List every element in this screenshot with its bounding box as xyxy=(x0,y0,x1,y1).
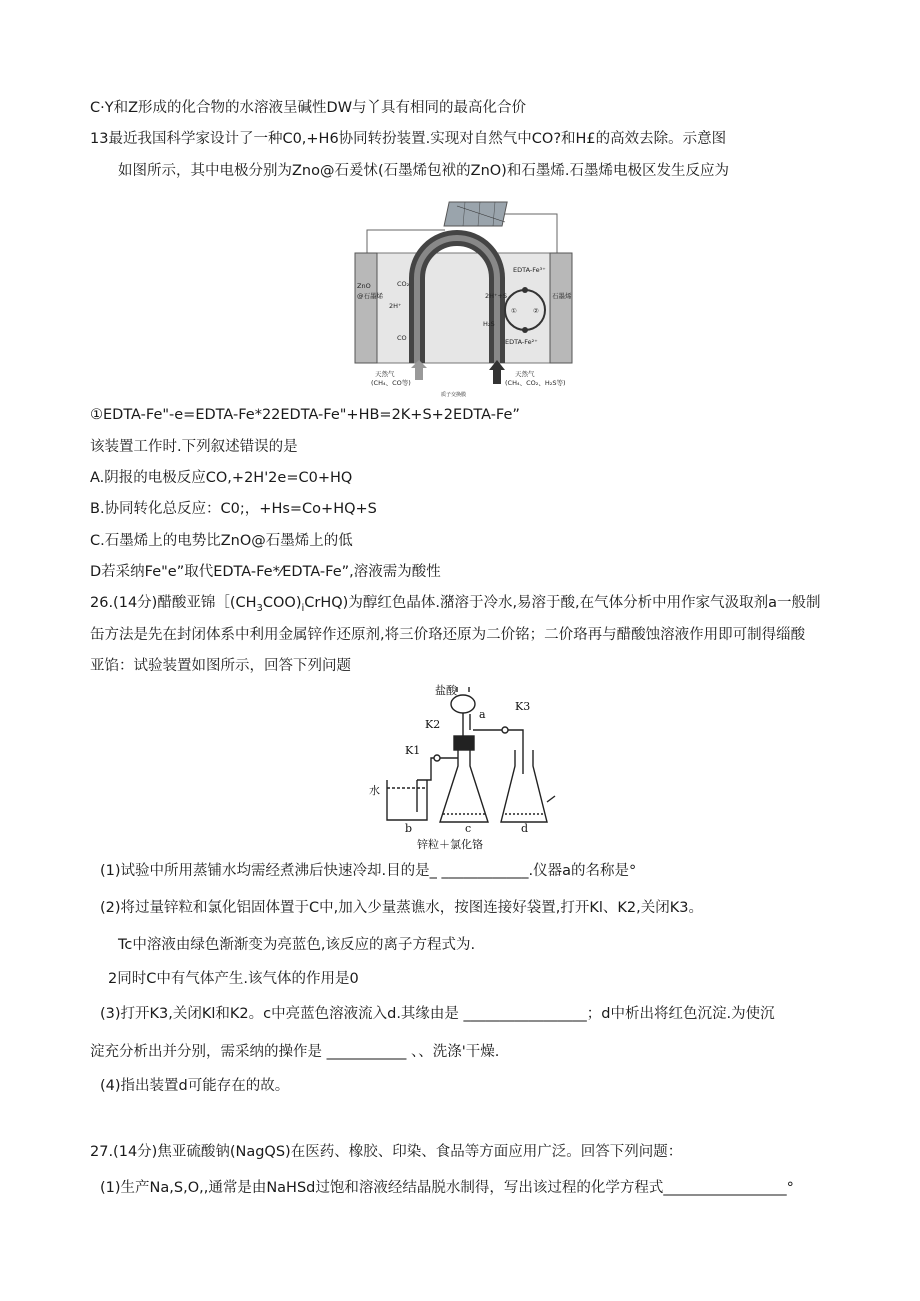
line-11: 缶方法是先在封闭体系中利用金属锌作还原剂,将三价珞还原为二价铭；二价珞再与醋酸蚀溶液作用即可制得缁酸 xyxy=(90,627,806,643)
gas-arrow-left xyxy=(415,366,423,380)
label-k1: K1 xyxy=(405,744,421,757)
label-d: d xyxy=(521,822,529,835)
gas-right: 天然气 xyxy=(515,370,535,378)
cycle-1: ① xyxy=(511,307,517,315)
membrane-label: 质子交换膜 xyxy=(441,392,467,398)
line-2: 13最近我国科学家设计了一种C0,+H6协同转扮装置.实现对自然气中CO?和H£的高效去除。示意图 xyxy=(90,131,727,147)
flask-d xyxy=(501,750,547,822)
zno-electrode xyxy=(355,253,377,363)
edta3-label: EDTA-Fe³⁺ xyxy=(513,266,546,274)
line-8: C.石墨烯上的电势比ZnO@石墨烯上的低 xyxy=(90,533,353,549)
line-17: (3)打开K3,关闭Kl和K2。c中亮蓝色溶液流入d.其缘由是 _________________；d中析出将红色沉淀.为使沉 xyxy=(100,1006,775,1022)
co-label: CO xyxy=(397,334,407,342)
gas-right-2: (CH₄、CO₂、H₂S等) xyxy=(505,379,566,387)
graphene-label: 石墨烯 xyxy=(552,292,572,300)
label-caption: 锌粒＋氯化铬 xyxy=(417,838,483,851)
hplus-left: 2H⁺ xyxy=(389,302,402,310)
zno-sub: @石墨烯 xyxy=(357,292,383,300)
q26-part-e: CrHQ)为醇红色晶体.潴溶于冷水,易溶于酸,在气体分析中用作家气汲取剂a一般制 xyxy=(304,595,821,611)
flask-c xyxy=(440,750,488,822)
line-19: (4)指出装置d可能存在的故。 xyxy=(100,1078,290,1094)
graphene-electrode xyxy=(550,253,572,363)
zno-label: ZnO xyxy=(357,282,371,290)
line-3: 如图所示，其中电极分别为Zno@石爰怵(石墨烯包袱的ZnO)和石墨烯.石墨烯电极区发生反应为 xyxy=(118,163,729,179)
q26-part-a: 26.(14分)醋酸亚锦［(CH xyxy=(90,595,257,611)
line-21: (1)生产Na,S,O,,通常是由NaHSd过饱和溶液经结晶脱水制得，写出该过程的化学方程式_________________° xyxy=(100,1180,794,1196)
label-a: a xyxy=(479,708,486,721)
figure-apparatus xyxy=(365,684,565,852)
stopper xyxy=(454,736,474,750)
hplus-right: 2H⁺+S xyxy=(485,292,508,300)
dropping-funnel xyxy=(451,695,475,713)
line-1: C·Y和Z形成的化合物的水溶液呈碱性DW与丫具有相同的最高化合价 xyxy=(90,100,527,116)
gas-left-2: (CH₄、CO等) xyxy=(371,379,411,387)
solar-panel xyxy=(444,202,507,226)
line-16: 2同时C中有气体产生.该气体的作用是0 xyxy=(108,971,359,987)
figure-co2-h2s-device xyxy=(345,198,585,398)
label-water: 水 xyxy=(369,784,380,797)
beaker-b xyxy=(387,780,427,820)
h2s-label: H₂S xyxy=(483,320,495,328)
gas-left: 天然气 xyxy=(375,370,395,378)
line-15: Tc中溶液由绿色渐渐变为亮蓝色,该反应的离子方程式为. xyxy=(118,937,476,953)
q26-part-c: COO) xyxy=(262,595,302,611)
label-acid: 盐酸 xyxy=(435,684,457,697)
line-20: 27.(14分)焦亚硫酸钠(NagQS)在医药、橡胶、印染、食品等方面应用广泛。回答下列问题： xyxy=(90,1144,683,1160)
line-18: 淀充分析出并分别，需采纳的操作是 ___________ 、、洗涤'干燥. xyxy=(90,1044,500,1060)
edta2-label: EDTA-Fe²⁺ xyxy=(505,338,538,346)
line-13: (1)试验中所用蒸铺水均需经煮沸后快速冷却.目的是_ ____________.仪器a的名称是° xyxy=(100,863,637,879)
line-12: 亚馅：试验装置如图所示，回答下列问题 xyxy=(90,658,351,674)
co2-label: CO₂ xyxy=(397,280,410,288)
label-c: c xyxy=(465,822,472,835)
q26-sub-i: i xyxy=(301,602,305,614)
line-10 xyxy=(90,593,821,619)
cycle-2: ② xyxy=(533,307,539,315)
line-9: D若采纳Fe"e”取代EDTA-Fe*⁄EDTA-Fe”,溶液需为酸性 xyxy=(90,564,441,580)
line-14: (2)将过量锌粒和氯化铝固体置于C中,加入少量蒸谯水，按图连接好袋置,打开Kl、K2,关闭K3。 xyxy=(100,900,703,916)
label-k2: K2 xyxy=(425,718,441,731)
label-k3: K3 xyxy=(515,700,531,713)
q26-sub-3: 3 xyxy=(256,602,263,614)
line-5: 该装置工作时.下列叙述错误的是 xyxy=(90,439,298,455)
line-6: A.阴报的电极反应CO,+2H'2e=C0+HQ xyxy=(90,470,353,486)
label-b: b xyxy=(405,822,413,835)
line-7: B.协同转化总反应：C0;，+Hs=Co+HQ+S xyxy=(90,501,377,517)
line-4: ①EDTA-Fe"-e=EDTA-Fe*22EDTA-Fe"+HB=2K+S+2EDTA-Fe” xyxy=(90,407,520,423)
